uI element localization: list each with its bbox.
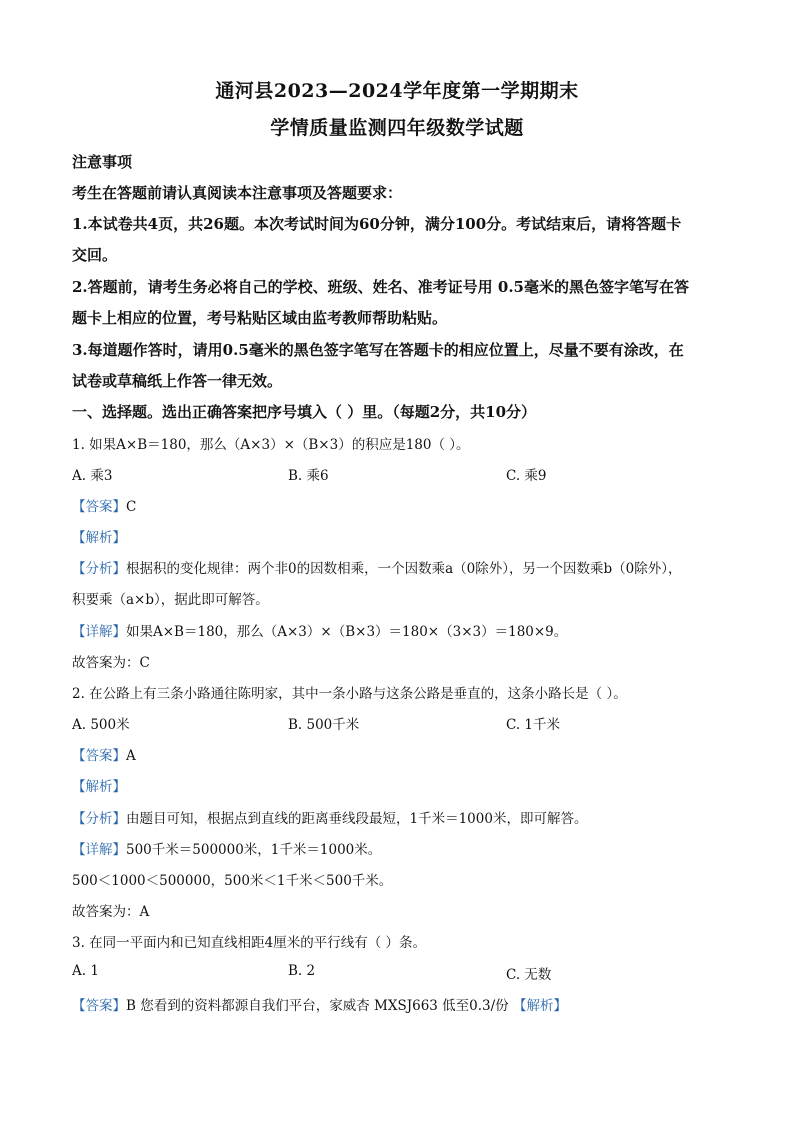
answer-value: A [126,748,136,764]
q2-stem: 2. 在公路上有三条小路通往陈明家，其中一条小路与这条公路是垂直的，这条小路长是（ ）。 [72,686,627,702]
q2-option-c: C. 1千米 [506,717,561,733]
q2-fenxi [72,807,727,827]
q3-answer [72,994,727,1014]
fenxi-tag: 【分析】 [72,561,126,577]
notice-item-1-cont: 交回。 [72,246,118,264]
notice-intro: 考生在答题前请认真阅读本注意事项及答题要求： [72,184,403,202]
q2-conclusion: 故答案为：A [72,904,150,920]
section-1-heading: 一、选择题。选出正确答案把序号填入（ ）里。（每题2分，共10分） [72,403,537,421]
xiangjie-text: 500千米＝500000米，1千米＝1000米。 [126,842,382,858]
q2-compare: 500＜1000＜500000，500米＜1千米＜500千米。 [72,873,393,889]
notice-heading: 注意事项 [72,153,133,171]
notice-item-2-cont: 题卡上相应的位置，考号粘贴区域由监考教师帮助粘贴。 [72,309,448,327]
q1-option-b: B. 乘6 [288,468,329,484]
q2-option-b: B. 500千米 [288,717,360,733]
analysis-tag: 【解析】 [72,530,126,546]
q1-option-c: C. 乘9 [506,468,547,484]
q1-fenxi-cont: 积要乘（a×b），据此即可解答。 [72,592,269,608]
analysis-tag: 【解析】 [512,998,567,1014]
fenxi-tag: 【分析】 [72,811,126,827]
answer-tag: 【答案】 [72,998,126,1014]
q3-option-a: A. 1 [72,963,99,979]
watermark-text: 您看到的资料都源自我们平台，家威杏 MXSJ663 低至0.3/份 [140,998,509,1014]
notice-item-2: 2.答题前，请考生务必将自己的学校、班级、姓名、准考证号用 0.5毫米的黑色签字笔写在答 [72,278,689,296]
q3-option-c: C. 无数 [506,967,552,983]
fenxi-text: 由题目可知，根据点到直线的距离垂线段最短，1千米＝1000米，即可解答。 [126,811,588,827]
q1-stem: 1. 如果A×B＝180，那么（A×3）×（B×3）的积应是180（ ）。 [72,437,470,453]
exam-title-line1: 通河县2023—2024学年度第一学期期末 [215,80,579,102]
notice-item-1: 1.本试卷共4页，共26题。本次考试时间为60分钟，满分100分。考试结束后，请将答题卡 [72,215,682,233]
q1-xiangjie [72,620,727,640]
q2-analysis [72,775,727,795]
q2-xiangjie [72,838,727,858]
q3-stem: 3. 在同一平面内和已知直线相距4厘米的平行线有（ ）条。 [72,935,427,951]
answer-value: B [126,998,136,1014]
q1-option-a: A. 乘3 [72,468,113,484]
q1-fenxi [72,557,727,577]
q1-analysis [72,526,727,546]
notice-item-3: 3.每道题作答时，请用0.5毫米的黑色签字笔写在答题卡的相应位置上，尽量不要有涂改，在 [72,341,684,359]
answer-tag: 【答案】 [72,748,126,764]
xiangjie-tag: 【详解】 [72,624,126,640]
xiangjie-text: 如果A×B＝180，那么（A×3）×（B×3）＝180×（3×3）＝180×9。 [126,624,568,640]
notice-item-3-cont: 试卷或草稿纸上作答一律无效。 [72,372,283,390]
xiangjie-tag: 【详解】 [72,842,126,858]
answer-tag: 【答案】 [72,499,126,515]
fenxi-text: 根据积的变化规律：两个非0的因数相乘，一个因数乘a（0除外），另一个因数乘b（0除外）， [126,561,682,577]
q1-answer [72,495,727,515]
q2-answer [72,744,727,764]
exam-title-line2: 学情质量监测四年级数学试题 [270,117,524,139]
q1-conclusion: 故答案为：C [72,655,150,671]
analysis-tag: 【解析】 [72,779,126,795]
answer-value: C [126,499,137,515]
q3-option-b: B. 2 [288,963,316,979]
q2-option-a: A. 500米 [72,717,130,733]
